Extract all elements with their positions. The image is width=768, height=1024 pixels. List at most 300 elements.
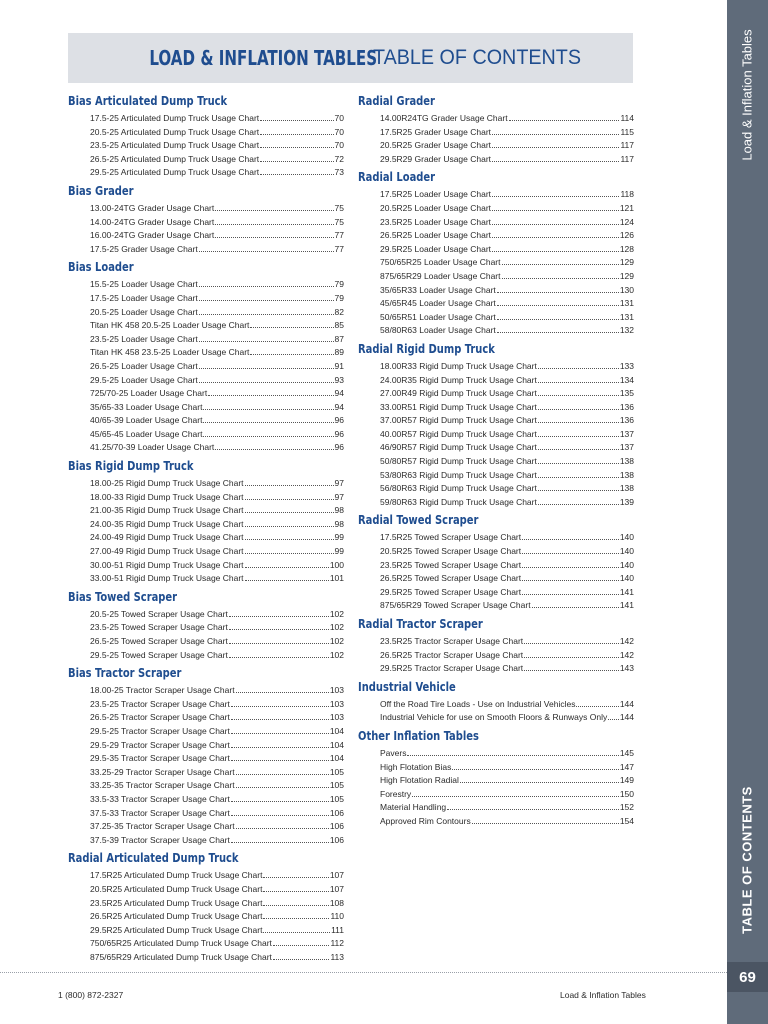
toc-entry-page: 114 [620, 113, 634, 123]
toc-dot-leader [245, 546, 334, 554]
toc-entry[interactable] [68, 306, 344, 320]
toc-dot-leader [522, 560, 619, 568]
toc-entry-label: 17.5-25 Loader Usage Chart [90, 292, 198, 303]
toc-entry[interactable] [358, 202, 634, 216]
toc-entry-label: 875/65R29 Loader Usage Chart [380, 270, 501, 281]
toc-entry-label: 26.5R25 Articulated Dump Truck Usage Chart [90, 911, 263, 922]
toc-entry[interactable] [358, 711, 634, 725]
toc-section-title: Bias Tractor Scraper [68, 666, 182, 681]
toc-entry-label: 33.25-35 Tractor Scraper Usage Chart [90, 780, 235, 791]
toc-entry-label: 20.5-25 Loader Usage Chart [90, 306, 198, 317]
toc-dot-leader [236, 767, 329, 775]
toc-entry-label: 29.5-25 Tractor Scraper Usage Chart [90, 725, 230, 736]
toc-entry-page: 94 [334, 388, 344, 399]
toc-entry[interactable] [358, 599, 634, 613]
toc-entry-label: High Flotation Radial [380, 775, 459, 786]
toc-entry[interactable] [358, 572, 634, 586]
toc-entry[interactable] [68, 477, 344, 491]
toc-dot-leader [199, 293, 334, 301]
toc-entry[interactable] [358, 815, 634, 829]
toc-entry-page: 106 [329, 807, 344, 818]
toc-entry-page: 96 [334, 415, 344, 426]
toc-entry-page: 132 [619, 325, 634, 336]
toc-entry-label: 23.5R25 Articulated Dump Truck Usage Chart [90, 897, 263, 908]
toc-entry[interactable] [68, 793, 344, 807]
toc-entry-page: 89 [334, 347, 344, 358]
toc-dot-leader [497, 285, 619, 293]
toc-entry-label: 20.5R25 Towed Scraper Usage Chart [380, 546, 522, 557]
toc-entry-label: 29.5R25 Loader Usage Chart [380, 243, 492, 254]
toc-entry-label: 23.5R25 Loader Usage Chart [380, 216, 492, 227]
toc-entry-label: 37.00R57 Rigid Dump Truck Usage Chart [380, 415, 537, 426]
toc-entry[interactable] [358, 387, 634, 401]
toc-dot-leader [538, 483, 619, 491]
toc-entry-page: 111 [331, 924, 344, 935]
toc-entry[interactable] [68, 545, 344, 559]
toc-entry-page: 97 [334, 491, 344, 502]
toc-entry[interactable] [68, 649, 344, 663]
toc-entry-page: 121 [619, 202, 634, 213]
toc-entry[interactable] [68, 559, 344, 573]
toc-entry-label: 26.5-25 Loader Usage Chart [90, 360, 198, 371]
toc-entry-label: 14.00R24TG Grader Usage Chart [380, 113, 508, 123]
toc-entry[interactable] [68, 711, 344, 725]
toc-entry[interactable] [358, 256, 634, 270]
toc-entry-list [68, 477, 344, 586]
toc-entry-label: 26.5R25 Loader Usage Chart [380, 230, 492, 241]
toc-dot-leader [245, 532, 334, 540]
toc-entry-label: 27.00R49 Rigid Dump Truck Usage Chart [380, 388, 537, 399]
toc-dot-leader [231, 712, 329, 720]
toc-entry[interactable] [358, 586, 634, 600]
toc-entry-label: 17.5R25 Loader Usage Chart [380, 189, 492, 200]
toc-entry-page: 102 [329, 608, 344, 619]
toc-entry[interactable] [358, 401, 634, 415]
toc-section-title: Radial Articulated Dump Truck [68, 851, 239, 866]
toc-entry-list [68, 684, 344, 847]
toc-entry[interactable] [68, 924, 344, 938]
toc-dot-leader [231, 740, 329, 748]
toc-entry[interactable] [68, 374, 344, 388]
toc-entry[interactable] [68, 820, 344, 834]
toc-entry[interactable] [358, 662, 634, 676]
toc-entry[interactable] [68, 202, 344, 216]
toc-dot-leader [273, 938, 330, 946]
toc-entry[interactable] [68, 216, 344, 230]
toc-entry-page: 143 [619, 663, 634, 674]
toc-dot-leader [502, 271, 619, 279]
toc-section-title: Bias Rigid Dump Truck [68, 459, 194, 474]
toc-entry[interactable] [68, 910, 344, 924]
toc-entry-label: 46/90R57 Rigid Dump Truck Usage Chart [380, 442, 537, 453]
toc-entry[interactable] [358, 284, 634, 298]
toc-entry-label: 37.5-33 Tractor Scraper Usage Chart [90, 807, 230, 818]
toc-section [68, 92, 344, 180]
toc-entry[interactable] [68, 346, 344, 360]
toc-entry[interactable] [68, 112, 344, 126]
toc-entry-page: 104 [329, 753, 344, 764]
toc-entry-label: 50/65R51 Loader Usage Chart [380, 311, 496, 322]
toc-entry-label: 750/65R25 Articulated Dump Truck Usage Chart [90, 938, 272, 949]
toc-entry-list [358, 698, 634, 725]
toc-entry[interactable] [68, 766, 344, 780]
toc-entry[interactable] [68, 779, 344, 793]
toc-dot-leader [199, 361, 334, 369]
toc-dot-leader [522, 587, 619, 595]
toc-dot-leader [215, 217, 333, 225]
toc-dot-leader [250, 347, 333, 355]
toc-entry[interactable] [358, 531, 634, 545]
toc-entry-label: 20.5R25 Articulated Dump Truck Usage Chart [90, 883, 263, 894]
toc-entry-label: 29.5-25 Loader Usage Chart [90, 374, 198, 385]
toc-entry-label: 17.5R25 Articulated Dump Truck Usage Chart [90, 870, 263, 881]
toc-entry[interactable] [358, 774, 634, 788]
toc-entry-page: 135 [619, 388, 634, 399]
toc-entry[interactable] [68, 401, 344, 415]
toc-entry-page: 129 [619, 270, 634, 281]
toc-entry-list [358, 747, 634, 829]
toc-entry[interactable] [358, 428, 634, 442]
toc-dot-leader [447, 802, 619, 810]
toc-dot-leader [229, 609, 329, 617]
toc-entry[interactable] [68, 333, 344, 347]
toc-entry[interactable] [68, 360, 344, 374]
toc-section [68, 664, 344, 847]
toc-entry-label: 750/65R25 Loader Usage Chart [380, 257, 501, 268]
toc-dot-leader [263, 911, 329, 919]
toc-entry-label: 16.00-24TG Grader Usage Chart [90, 230, 215, 241]
toc-entry-label: 29.5-29 Tractor Scraper Usage Chart [90, 739, 230, 750]
toc-dot-leader [245, 573, 329, 581]
toc-entry[interactable] [358, 243, 634, 257]
toc-entry[interactable] [68, 414, 344, 428]
toc-entry[interactable] [358, 635, 634, 649]
toc-entry-label: 45/65R45 Loader Usage Chart [380, 298, 496, 309]
toc-entry[interactable] [358, 126, 634, 140]
toc-entry[interactable] [358, 761, 634, 775]
toc-entry-label: Forestry [380, 788, 412, 799]
toc-entry[interactable] [358, 139, 634, 153]
toc-entry[interactable] [68, 126, 344, 140]
toc-entry[interactable] [68, 834, 344, 848]
toc-section [68, 182, 344, 256]
toc-entry[interactable] [358, 297, 634, 311]
toc-entry-label: 29.5R25 Towed Scraper Usage Chart [380, 586, 522, 597]
toc-entry-label: Approved Rim Contours [380, 815, 471, 826]
toc-entry-label: 29.5R29 Grader Usage Chart [380, 153, 492, 164]
toc-entry[interactable] [68, 504, 344, 518]
toc-entry-label: 59/80R63 Rigid Dump Truck Usage Chart [380, 496, 537, 507]
toc-dot-leader [502, 257, 619, 265]
toc-entry-label: 26.5R25 Towed Scraper Usage Chart [380, 573, 522, 584]
toc-entry[interactable] [358, 374, 634, 388]
toc-entry-page: 82 [334, 306, 344, 317]
toc-entry[interactable] [68, 635, 344, 649]
toc-section-title: Radial Grader [358, 94, 435, 108]
toc-entry-label: 23.5-25 Towed Scraper Usage Chart [90, 622, 228, 633]
toc-entry-label: Industrial Vehicle for use on Smooth Floors & Runways Only [380, 712, 608, 723]
toc-dot-leader [215, 442, 333, 450]
toc-entry[interactable] [68, 752, 344, 766]
toc-entry[interactable] [358, 496, 634, 510]
toc-entry-label: 56/80R63 Rigid Dump Truck Usage Chart [380, 483, 537, 494]
toc-entry-list [68, 608, 344, 662]
toc-entry[interactable] [68, 243, 344, 257]
toc-entry-page: 102 [329, 622, 344, 633]
toc-entry[interactable] [68, 531, 344, 545]
toc-dot-leader [203, 402, 333, 410]
toc-entry-label: 24.00-35 Rigid Dump Truck Usage Chart [90, 518, 244, 529]
toc-entry-page: 98 [334, 505, 344, 516]
toc-entry[interactable] [68, 951, 344, 965]
toc-entry-page: 105 [329, 780, 344, 791]
toc-entry[interactable] [358, 188, 634, 202]
toc-entry-label: 27.00-49 Rigid Dump Truck Usage Chart [90, 546, 244, 557]
toc-entry-page: 77 [334, 243, 344, 254]
toc-dot-leader [532, 600, 619, 608]
toc-entry-label: 30.00-51 Rigid Dump Truck Usage Chart [90, 559, 244, 570]
toc-entry-page: 106 [329, 821, 344, 832]
toc-entry[interactable] [68, 319, 344, 333]
toc-entry-list [68, 869, 344, 964]
toc-entry[interactable] [68, 937, 344, 951]
toc-entry-label: 18.00-25 Rigid Dump Truck Usage Chart [90, 478, 244, 489]
toc-entry[interactable] [358, 414, 634, 428]
toc-entry-page: 117 [620, 140, 634, 151]
toc-entry[interactable] [358, 360, 634, 374]
toc-entry-page: 140 [619, 559, 634, 570]
toc-entry-label: 33.25-29 Tractor Scraper Usage Chart [90, 766, 235, 777]
toc-entry-page: 101 [329, 573, 344, 584]
toc-dot-leader [538, 456, 619, 464]
toc-entry[interactable] [358, 545, 634, 559]
toc-section [358, 678, 634, 725]
toc-entry-page: 133 [619, 360, 634, 371]
toc-entry[interactable] [358, 216, 634, 230]
toc-entry-label: 37.25-35 Tractor Scraper Usage Chart [90, 821, 235, 832]
toc-entry-label: 23.5R25 Tractor Scraper Usage Chart [380, 636, 524, 646]
toc-entry-page: 131 [619, 298, 634, 309]
toc-section-title: Industrial Vehicle [358, 679, 456, 694]
toc-entry[interactable] [68, 153, 344, 167]
toc-entry-label: 17.5-25 Articulated Dump Truck Usage Chart [90, 113, 260, 123]
toc-entry-label: 18.00-25 Tractor Scraper Usage Chart [90, 685, 235, 696]
toc-entry[interactable] [358, 311, 634, 325]
toc-entry-page: 70 [334, 126, 344, 137]
toc-entry-page: 130 [619, 284, 634, 295]
toc-entry-page: 131 [619, 311, 634, 322]
toc-entry-list [358, 531, 634, 613]
toc-dot-leader [231, 835, 329, 843]
toc-entry[interactable] [68, 897, 344, 911]
toc-entry-label: 50/80R57 Rigid Dump Truck Usage Chart [380, 456, 537, 467]
toc-dot-leader [229, 622, 329, 630]
toc-entry[interactable] [68, 229, 344, 243]
toc-dot-leader [538, 442, 619, 450]
toc-entry[interactable] [68, 441, 344, 455]
toc-entry-label: 725/70-25 Loader Usage Chart [90, 388, 208, 399]
toc-entry-label: 14.00-24TG Grader Usage Chart [90, 216, 215, 227]
toc-entry[interactable] [358, 788, 634, 802]
toc-entry-page: 98 [334, 518, 344, 529]
toc-entry-page: 128 [619, 243, 634, 254]
toc-dot-leader [497, 312, 619, 320]
toc-entry[interactable] [358, 469, 634, 483]
toc-dot-leader [236, 780, 329, 788]
toc-entry[interactable] [358, 455, 634, 469]
footer-divider [0, 972, 727, 973]
toc-entry-page: 100 [329, 559, 344, 570]
toc-entry[interactable] [358, 270, 634, 284]
toc-dot-leader [492, 127, 619, 135]
toc-dot-leader [538, 375, 619, 383]
toc-entry-page: 99 [334, 546, 344, 557]
toc-dot-leader [492, 189, 619, 197]
toc-entry[interactable] [358, 229, 634, 243]
toc-entry-list [358, 360, 634, 510]
toc-entry[interactable] [68, 292, 344, 306]
toc-entry[interactable] [68, 491, 344, 505]
toc-entry-label: Titan HK 458 23.5-25 Loader Usage Chart [90, 347, 250, 358]
toc-entry[interactable] [358, 482, 634, 496]
toc-entry-label: 26.5-25 Towed Scraper Usage Chart [90, 636, 228, 646]
toc-entry-page: 124 [619, 216, 634, 227]
toc-entry[interactable] [68, 739, 344, 753]
toc-entry-page: 113 [330, 951, 344, 962]
toc-entry[interactable] [68, 621, 344, 635]
toc-dot-leader [263, 884, 328, 892]
page-number: 69 [727, 962, 768, 992]
toc-dot-leader [263, 925, 330, 933]
toc-section-title: Bias Articulated Dump Truck [68, 94, 228, 108]
toc-entry[interactable] [358, 747, 634, 761]
toc-dot-leader [236, 821, 329, 829]
toc-dot-leader [263, 870, 328, 878]
toc-entry[interactable] [68, 139, 344, 153]
toc-dot-leader [245, 505, 334, 513]
toc-entry-label: 24.00R35 Rigid Dump Truck Usage Chart [380, 374, 537, 385]
toc-column-left [68, 92, 344, 966]
toc-entry-label: 33.00-51 Rigid Dump Truck Usage Chart [90, 573, 244, 584]
page-title-bold: LOAD & INFLATION TABLES [149, 46, 378, 70]
toc-entry[interactable] [358, 559, 634, 573]
toc-entry-page: 105 [329, 793, 344, 804]
toc-entry-label: 29.5R25 Articulated Dump Truck Usage Chart [90, 924, 263, 935]
toc-entry[interactable] [68, 387, 344, 401]
toc-entry[interactable] [68, 883, 344, 897]
toc-dot-leader [208, 388, 333, 396]
toc-section-title: Bias Towed Scraper [68, 589, 178, 604]
toc-entry[interactable] [68, 869, 344, 883]
toc-entry[interactable] [358, 153, 634, 167]
toc-entry[interactable] [358, 698, 634, 712]
toc-entry-page: 79 [334, 292, 344, 303]
toc-dot-leader [231, 699, 329, 707]
toc-entry-page: 79 [334, 279, 344, 290]
toc-entry[interactable] [358, 801, 634, 815]
toc-section [358, 92, 634, 166]
toc-entry[interactable] [68, 725, 344, 739]
toc-entry[interactable] [358, 649, 634, 663]
toc-entry[interactable] [68, 166, 344, 180]
toc-entry[interactable] [68, 807, 344, 821]
toc-dot-leader [460, 775, 619, 783]
toc-dot-leader [407, 748, 618, 756]
toc-entry[interactable] [358, 324, 634, 338]
toc-entry-page: 117 [620, 153, 634, 164]
toc-dot-leader [538, 415, 619, 423]
toc-entry-label: 17.5R25 Towed Scraper Usage Chart [380, 532, 522, 543]
toc-entry-page: 70 [334, 113, 344, 123]
footer-title: Load & Inflation Tables [560, 990, 646, 1000]
toc-entry-page: 147 [619, 761, 634, 772]
toc-entry-label: 29.5-35 Tractor Scraper Usage Chart [90, 753, 230, 764]
toc-entry[interactable] [68, 608, 344, 622]
toc-entry-list [68, 112, 344, 180]
toc-entry-label: 33.5-33 Tractor Scraper Usage Chart [90, 793, 230, 804]
toc-entry-page: 103 [329, 712, 344, 723]
page-title-light: TABLE OF CONTENTS [373, 46, 582, 69]
toc-entry-page: 144 [619, 712, 634, 723]
toc-entry-page: 134 [619, 374, 634, 385]
toc-entry[interactable] [358, 441, 634, 455]
toc-entry[interactable] [68, 684, 344, 698]
toc-entry-label: 35/65R33 Loader Usage Chart [380, 284, 496, 295]
toc-dot-leader [231, 726, 329, 734]
toc-entry-page: 137 [619, 428, 634, 439]
toc-dot-leader [199, 279, 334, 287]
toc-entry-label: 15.5-25 Loader Usage Chart [90, 279, 198, 290]
toc-dot-leader [538, 402, 619, 410]
toc-entry-label: Titan HK 458 20.5-25 Loader Usage Chart [90, 320, 250, 331]
toc-section-title: Radial Towed Scraper [358, 513, 479, 528]
toc-dot-leader [260, 140, 333, 148]
toc-section [358, 615, 634, 676]
toc-dot-leader [538, 497, 619, 505]
toc-entry[interactable] [358, 112, 634, 126]
toc-entry-label: 20.5-25 Articulated Dump Truck Usage Chart [90, 126, 260, 137]
toc-entry[interactable] [68, 428, 344, 442]
toc-entry-page: 154 [619, 815, 634, 826]
toc-entry-list [358, 635, 634, 676]
toc-entry[interactable] [68, 518, 344, 532]
toc-entry-page: 136 [619, 415, 634, 426]
toc-entry-label: 18.00R33 Rigid Dump Truck Usage Chart [380, 360, 537, 371]
toc-entry-page: 129 [619, 257, 634, 268]
toc-dot-leader [497, 325, 619, 333]
toc-dot-leader [492, 140, 619, 148]
toc-dot-leader [245, 478, 334, 486]
side-tab-section-label: TABLE OF CONTENTS [739, 786, 755, 934]
toc-dot-leader [492, 230, 619, 238]
toc-dot-leader [576, 699, 618, 707]
toc-entry-page: 103 [329, 698, 344, 709]
toc-entry[interactable] [68, 278, 344, 292]
toc-entry-page: 87 [334, 333, 344, 344]
toc-entry-label: 17.5-25 Grader Usage Chart [90, 243, 198, 254]
toc-entry-page: 141 [619, 586, 634, 597]
toc-entry[interactable] [68, 698, 344, 712]
toc-entry-list [68, 278, 344, 455]
toc-entry-label: 26.5-25 Tractor Scraper Usage Chart [90, 712, 230, 723]
toc-entry[interactable] [68, 572, 344, 586]
toc-dot-leader [492, 217, 619, 225]
toc-entry-page: 144 [619, 698, 634, 709]
toc-section [68, 457, 344, 586]
toc-entry-page: 99 [334, 532, 344, 543]
toc-entry-page: 149 [619, 775, 634, 786]
toc-entry-label: 29.5R25 Tractor Scraper Usage Chart [380, 663, 524, 674]
